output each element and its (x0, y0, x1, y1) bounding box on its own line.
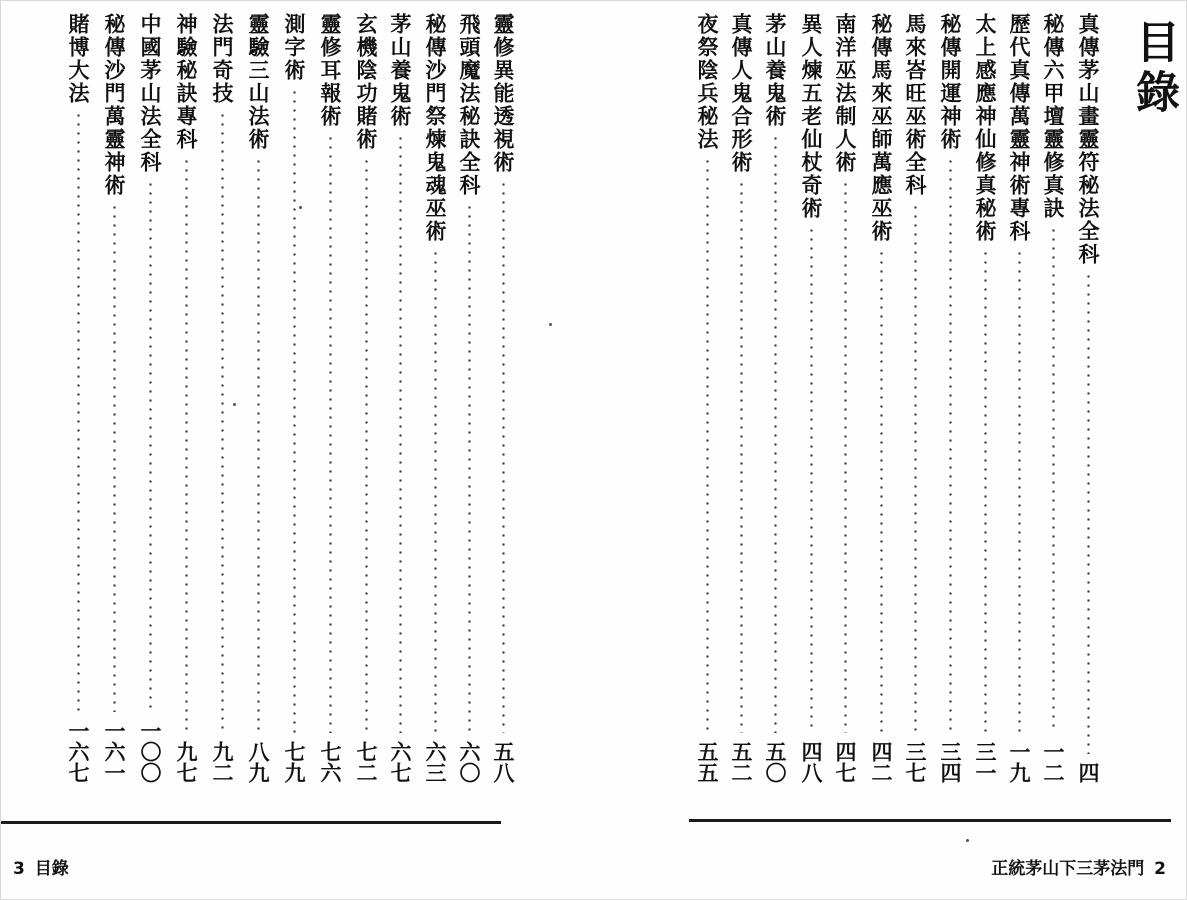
toc-entry-title: 玄機陰功賭術 (354, 13, 379, 151)
toc-entry-title: 秘傳六甲壇靈修真訣 (1041, 13, 1066, 220)
toc-entry-page: 九二 (210, 741, 235, 783)
toc-entry-page: 六〇 (457, 741, 482, 783)
toc-heading: 目錄 (1128, 19, 1179, 119)
dot-leader (984, 249, 987, 733)
left-page-running-title: 目錄 (34, 859, 69, 879)
toc-entry (244, 13, 272, 783)
toc-entry (831, 13, 859, 783)
toc-entry-page: 五八 (491, 741, 516, 783)
left-page-number: 3 (13, 859, 25, 879)
toc-entry (971, 13, 999, 783)
dot-leader (113, 203, 116, 712)
dot-leader (399, 134, 402, 733)
toc-entry (421, 13, 449, 783)
toc-entry (64, 13, 92, 783)
toc-entry (172, 13, 200, 783)
dot-leader (434, 249, 437, 733)
dot-leader (774, 134, 777, 733)
toc-entry (316, 13, 344, 783)
toc-entry (901, 13, 929, 783)
dot-leader (257, 157, 260, 733)
toc-entry (489, 13, 517, 783)
toc-entry-page: 四 (1076, 762, 1101, 783)
toc-entry (1005, 13, 1033, 783)
toc-entry (761, 13, 789, 783)
toc-entry-title: 測字術 (282, 13, 307, 82)
toc-entry-title: 神驗秘訣專科 (174, 13, 199, 151)
toc-entry (136, 13, 164, 783)
toc-entry-page: 一〇〇 (138, 720, 163, 783)
toc-entry-page: 八九 (246, 741, 271, 783)
dot-leader (293, 88, 296, 733)
toc-entry (280, 13, 308, 783)
toc-entry-title: 秘傳沙門祭煉鬼魂巫術 (423, 13, 448, 243)
toc-entry (797, 13, 825, 783)
toc-entry-title: 法門奇技 (210, 13, 235, 105)
toc-entry-title: 秘傳沙門萬靈神術 (102, 13, 127, 197)
toc-entry-title: 靈驗三山法術 (246, 13, 271, 151)
toc-entry (867, 13, 895, 783)
dot-leader (844, 180, 847, 733)
toc-entry-title: 中國茅山法全科 (138, 13, 163, 174)
dot-leader (880, 249, 883, 733)
toc-entry (100, 13, 128, 783)
toc-entry (1074, 13, 1102, 783)
toc-entry-title: 南洋巫法制人術 (833, 13, 858, 174)
dot-leader (185, 157, 188, 733)
dot-leader (740, 180, 743, 733)
toc-entry-title: 真傳茅山畫靈符秘法全科 (1076, 13, 1101, 266)
toc-entry-title: 夜祭陰兵秘法 (695, 13, 720, 151)
toc-entry-page: 三七 (903, 741, 928, 783)
toc-entry (386, 13, 414, 783)
toc-entry-title: 靈修異能透視術 (491, 13, 516, 174)
scan-speck (966, 839, 969, 842)
toc-entry-page: 一六一 (102, 720, 127, 783)
dot-leader (1087, 272, 1090, 754)
toc-entry (936, 13, 964, 783)
scan-speck (233, 403, 236, 406)
toc-entry-page: 一二 (1041, 741, 1066, 783)
toc-entry (352, 13, 380, 783)
toc-entry-title: 真傳人鬼合形術 (729, 13, 754, 174)
dot-leader (914, 203, 917, 733)
toc-entry-title: 飛頭魔法秘訣全科 (457, 13, 482, 197)
toc-entry-page: 一九 (1007, 741, 1032, 783)
right-page-footer (991, 854, 1170, 879)
dot-leader (1018, 249, 1021, 733)
toc-entry-title: 茅山養鬼術 (763, 13, 788, 128)
right-page-running-title: 正統茅山下三茅法門 (991, 859, 1145, 879)
toc-entry-title: 太上感應神仙修真秘術 (973, 13, 998, 243)
toc-entry-title: 異人煉五老仙杖奇術 (799, 13, 824, 220)
dot-leader (949, 157, 952, 733)
toc-entry-title: 馬來峇旺巫術全科 (903, 13, 928, 197)
dot-leader (149, 180, 152, 712)
toc-entry-title: 歷代真傳萬靈神術專科 (1007, 13, 1032, 243)
dot-leader (221, 111, 224, 733)
toc-entry-page: 四七 (833, 741, 858, 783)
toc-entry-page: 一六七 (66, 720, 91, 783)
dot-leader (810, 226, 813, 733)
footer-rule-left (1, 821, 501, 824)
toc-entry-title: 秘傳開運神術 (938, 13, 963, 151)
toc-entry-page: 七二 (354, 741, 379, 783)
dot-leader (502, 180, 505, 733)
toc-entry (1039, 13, 1067, 783)
toc-entry-page: 三四 (938, 741, 963, 783)
toc-entry-title: 茅山養鬼術 (388, 13, 413, 128)
toc-entry-page: 三一 (973, 741, 998, 783)
toc-entry (727, 13, 755, 783)
toc-entry-page: 四二 (869, 741, 894, 783)
toc-entry (455, 13, 483, 783)
dot-leader (329, 134, 332, 733)
scan-speck (299, 206, 302, 209)
toc-entry-page: 六三 (423, 741, 448, 783)
toc-entry-page: 五五 (695, 741, 720, 783)
toc-entry-title: 秘傳馬來巫師萬應巫術 (869, 13, 894, 243)
toc-entry-title: 靈修耳報術 (318, 13, 343, 128)
footer-rule-right (689, 819, 1171, 822)
dot-leader (706, 157, 709, 733)
right-page-number: 2 (1154, 859, 1166, 879)
toc-entry-page: 五〇 (763, 741, 788, 783)
toc-entry-page: 五二 (729, 741, 754, 783)
scan-speck (549, 323, 552, 326)
toc-entry-title: 賭博大法 (66, 13, 91, 105)
toc-entry-page: 九七 (174, 741, 199, 783)
left-page-footer (9, 854, 69, 879)
dot-leader (77, 111, 80, 712)
dot-leader (1052, 226, 1055, 733)
toc-entry (208, 13, 236, 783)
dot-leader (365, 157, 368, 733)
toc-entry-page: 四八 (799, 741, 824, 783)
toc-entry (693, 13, 721, 783)
toc-entry-page: 七六 (318, 741, 343, 783)
dot-leader (468, 203, 471, 733)
toc-entry-page: 六七 (388, 741, 413, 783)
toc-entry-page: 七九 (282, 741, 307, 783)
